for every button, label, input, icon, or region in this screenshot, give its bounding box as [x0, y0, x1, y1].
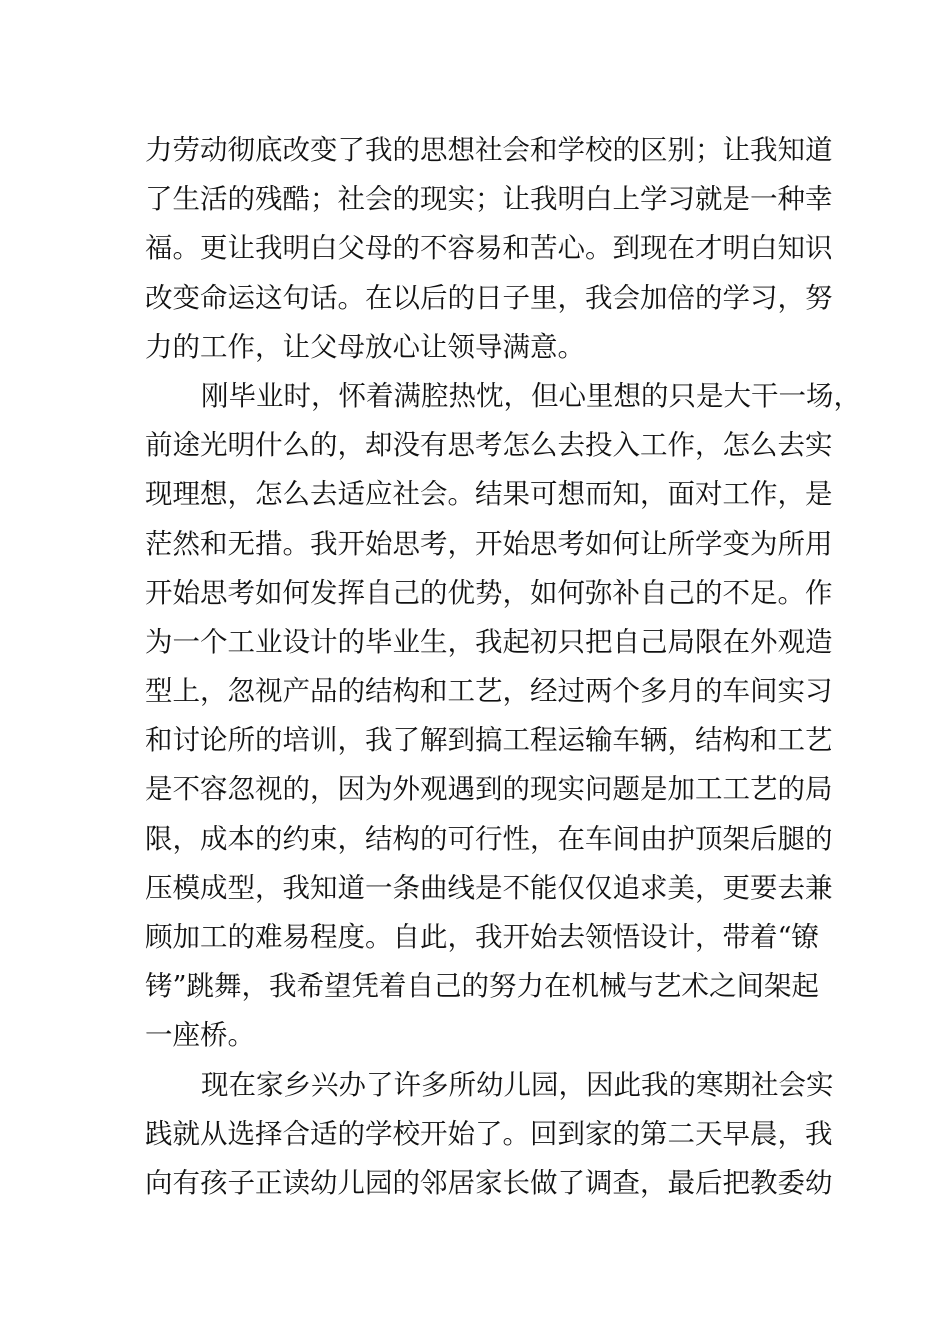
text-line: 顾加工的难易程度。自此，我开始去领悟设计，带着“镣	[145, 921, 820, 953]
text-line: 限，成本的约束，结构的可行性，在车间由护顶架后腿的	[145, 822, 833, 855]
body-text	[145, 126, 861, 1208]
text-line: 福。更让我明白父母的不容易和苦心。到现在才明白知识	[145, 232, 833, 265]
text-line: 压模成型，我知道一条曲线是不能仅仅追求美，更要去兼	[145, 871, 833, 904]
text-line: 向有孩子正读幼儿园的邻居家长做了调查，最后把教委幼	[145, 1166, 833, 1199]
text-line: 是不容忽视的，因为外观遇到的现实问题是加工工艺的局	[145, 773, 833, 806]
text-line: 型上，忽视产品的结构和工艺，经过两个多月的车间实习	[145, 675, 833, 708]
text-line: 茫然和无措。我开始思考，开始思考如何让所学变为所用	[145, 527, 833, 560]
text-line: 刚毕业时，怀着满腔热忱，但心里想的只是大干一场，	[201, 379, 861, 412]
text-line: 前途光明什么的，却没有思考怎么去投入工作，怎么去实	[145, 429, 833, 462]
text-line: 和讨论所的培训，我了解到搞工程运输车辆，结构和工艺	[145, 724, 833, 757]
text-line: 践就从选择合适的学校开始了。回到家的第二天早晨，我	[145, 1117, 833, 1150]
text-line: 改变命运这句话。在以后的日子里，我会加倍的学习，努	[145, 281, 833, 314]
text-line: 为一个工业设计的毕业生，我起初只把自己局限在外观造	[145, 625, 833, 658]
text-line: 了生活的残酷；社会的现实；让我明白上学习就是一种幸	[145, 183, 833, 216]
text-line: 一座桥。	[145, 1019, 255, 1052]
text-line: 铐”跳舞，我希望凭着自己的努力在机械与艺术之间架起	[145, 970, 820, 1003]
text-line: 现在家乡兴办了许多所幼儿园，因此我的寒期社会实	[201, 1068, 834, 1101]
text-line: 力的工作，让父母放心让领导满意。	[145, 330, 585, 363]
text-line: 现理想，怎么去适应社会。结果可想而知，面对工作，是	[145, 478, 833, 511]
text-line: 开始思考如何发挥自己的优势，如何弥补自己的不足。作	[145, 576, 833, 609]
text-line: 力劳动彻底改变了我的思想社会和学校的区别；让我知道	[145, 134, 833, 166]
